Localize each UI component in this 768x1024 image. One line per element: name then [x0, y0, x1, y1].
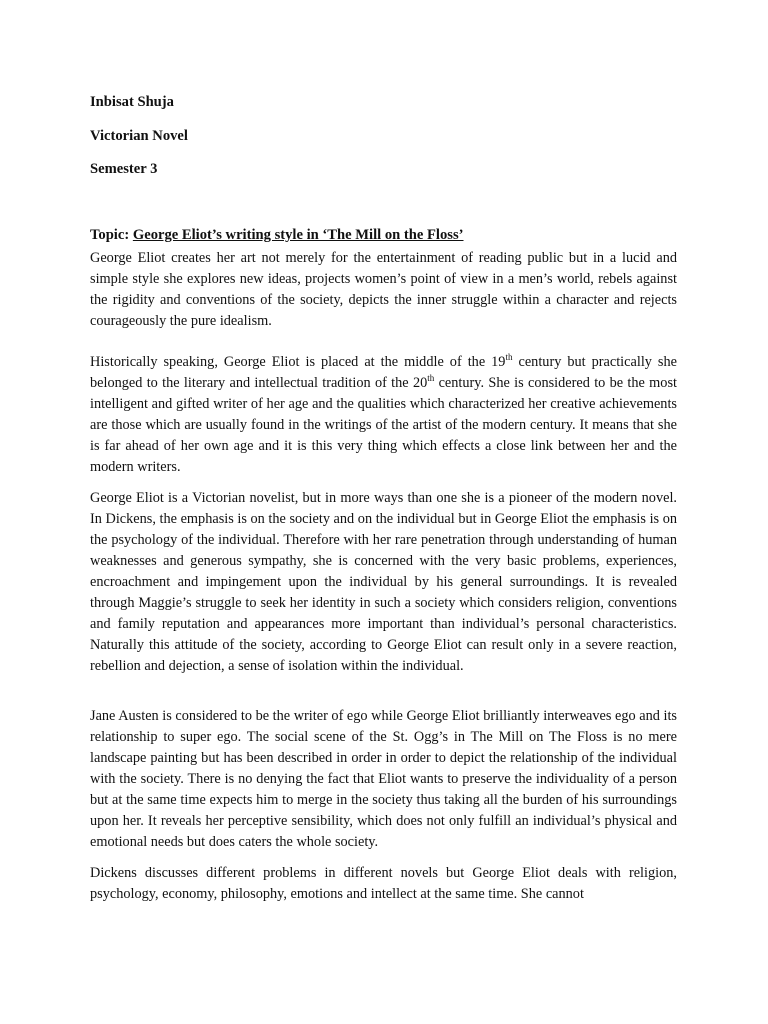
superscript-th-1: th [505, 352, 513, 363]
semester-label: Semester 3 [90, 161, 158, 177]
paragraph-3: George Eliot is a Victorian novelist, but in more ways than one she is a pioneer of the modern novel. In Dickens, the emphasis is on the society and on the individual but in George Eliot the emphasis is on the psychology of the individual. Therefore with her rare penetration through understanding of human weaknesses and generous sympathy, she is concerned with the very basic problems, experiences, encroachment and impingement upon the individual by his general surroundings. It is revealed through Maggie’s struggle to seek her identity in such a society which considers religion, conventions and family reputation and appearances more important than individual’s personal characteristics. Naturally this attitude of the society, according to George Eliot can result only in a severe reaction, rebellion and dejection, a sense of isolation within the individual. [90, 490, 677, 674]
paragraph-2 [90, 352, 677, 478]
author-name: Inbisat Shuja [90, 94, 174, 110]
paragraph-2-part-b: century but practically she belonged to the literary and intellectual tradition of the 20 [90, 354, 677, 391]
paragraph-4: Jane Austen is considered to be the writer of ego while George Eliot brilliantly interweaves ego and its relationship to super ego. The social scene of the St. Ogg’s in The Mill on The Floss is no mere landscape painting but has been described in order in order to depict the relationship of the individual with the society. There is no denying the fact that Eliot wants to preserve the individuality of a person but at the same time expects him to merge in the society thus taking all the burden of his surroundings upon her. It reveals her perceptive sensibility, which does not only fulfill an individual’s physical and emotional needs but does caters the whole society. [90, 708, 677, 850]
course-name: Victorian Novel [90, 128, 188, 144]
paragraph-2-part-c: century. She is considered to be the most intelligent and gifted writer of her age and the qualities which characterized her creative achievements are those which are usually found in the writings of the artist of the modern century. It means that she is far ahead of her own age and it is this very thing which effects a close link between her and the modern writers. [90, 375, 677, 475]
paragraph-2-part-a: Historically speaking, George Eliot is placed at the middle of the 19 [90, 354, 506, 370]
topic-label: Topic: [90, 227, 130, 243]
topic-title: George Eliot’s writing style in ‘The Mill on the Floss’ [132, 227, 464, 243]
paragraph-5: Dickens discusses different problems in different novels but George Eliot deals with religion, psychology, economy, philosophy, emotions and intellect at the same time. She cannot [90, 865, 677, 902]
topic-heading [90, 226, 464, 244]
superscript-th-2: th [427, 373, 435, 384]
paragraph-1: George Eliot creates her art not merely for the entertainment of reading public but in a lucid and simple style she explores new ideas, projects women’s point of view in a men’s world, rebels against the rigidity and conventions of the society, depicts the inner struggle within a character and rejects courageously the pure idealism. [90, 250, 677, 329]
